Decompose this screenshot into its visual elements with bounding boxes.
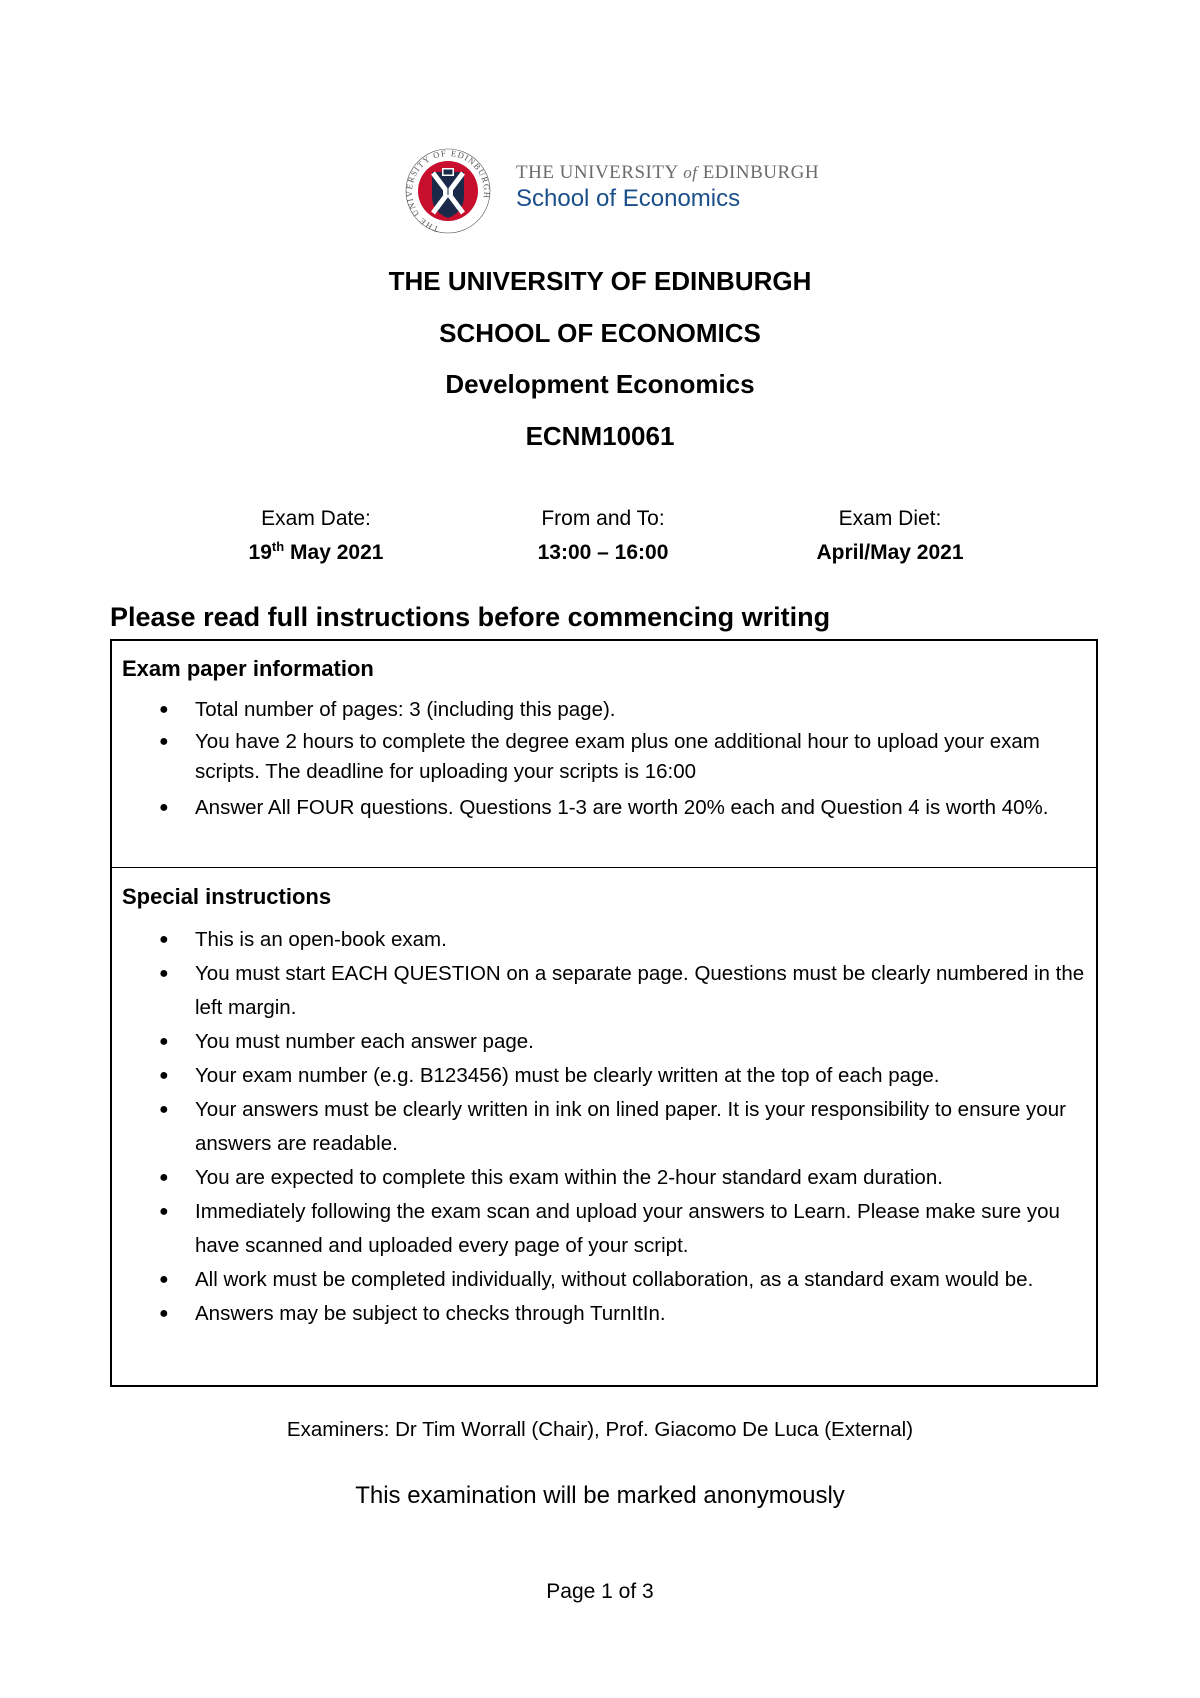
university-logo [398,146,820,236]
bullet-icon: ● [159,1203,169,1220]
exam-date-block [166,502,466,570]
bullet-icon: ● [159,799,169,816]
paper-info-section [112,641,1096,868]
bullet-icon: ● [159,1169,169,1186]
list-item: ● Immediately following the exam scan and upload your answers to Learn. Please make sure you have scanned and uploaded every page of your script. [112,1195,1096,1263]
special-instructions-list [112,923,1096,1331]
exam-time-label: From and To: [541,507,665,530]
bullet-icon: ● [159,1305,169,1322]
list-item: ● You have 2 hours to complete the degree exam plus one additional hour to upload your exam scripts. The deadline for uploading your scripts is 16:00 [112,727,1096,787]
university-title: THE UNIVERSITY OF EDINBURGH [388,266,812,296]
anonymous-marking-note: This examination will be marked anonymously [355,1482,845,1509]
instructions-box [110,639,1098,1387]
list-item: ● This is an open-book exam. [112,923,1096,957]
list-item: ● You are expected to complete this exam within the 2-hour standard exam duration. [112,1161,1096,1195]
logo-school-name: School of Economics [516,185,741,212]
exam-time-block [453,502,753,570]
bullet-icon: ● [159,931,169,948]
exam-diet-label: Exam Diet: [838,507,942,530]
exam-date-value: 19th May 2021 [248,539,384,564]
bullet-icon: ● [159,733,169,750]
list-item: ● All work must be completed individually, without collaboration, as a standard exam would be. [112,1263,1096,1297]
list-item: ● Your answers must be clearly written in ink on lined paper. It is your responsibility to ensure your answers are readable. [112,1093,1096,1161]
list-item: ● You must start EACH QUESTION on a separate page. Questions must be clearly numbered in the left margin. [112,957,1096,1025]
bullet-icon: ● [159,1271,169,1288]
list-item: ● Your exam number (e.g. B123456) must be clearly written at the top of each page. [112,1059,1096,1093]
paper-info-list [112,693,1096,825]
school-title: SCHOOL OF ECONOMICS [439,318,761,348]
special-instructions-section [112,868,1096,1385]
list-item: ● Answers may be subject to checks through TurnItIn. [112,1297,1096,1331]
list-item: ● Total number of pages: 3 (including this page). [112,693,1096,727]
logo-university-name: THE UNIVERSITY of EDINBURGH [516,162,820,183]
list-item: ● Answer All FOUR questions. Questions 1-3 are worth 20% each and Question 4 is worth 40%. [112,791,1096,825]
exam-diet-value: April/May 2021 [816,541,964,564]
page-number: Page 1 of 3 [546,1580,654,1603]
exam-time-value: 13:00 – 16:00 [537,541,669,564]
exam-date-label: Exam Date: [261,507,371,530]
course-title: Development Economics [445,369,755,399]
course-code: ECNM10061 [525,421,675,451]
svg-text:THE UNIVERSITY OF EDINBURGH: THE UNIVERSITY OF EDINBURGH [403,147,493,235]
instructions-heading: Please read full instructions before commencing writing [110,602,831,632]
university-seal-icon [398,146,498,236]
bullet-icon: ● [159,701,169,718]
bullet-icon: ● [159,965,169,982]
bullet-icon: ● [159,1101,169,1118]
paper-info-title: Exam paper information [122,656,374,681]
special-instructions-title: Special instructions [122,884,332,909]
examiners-line: Examiners: Dr Tim Worrall (Chair), Prof. Giacomo De Luca (External) [286,1418,914,1441]
list-item: ● You must number each answer page. [112,1025,1096,1059]
bullet-icon: ● [159,1033,169,1050]
bullet-icon: ● [159,1067,169,1084]
exam-diet-block [740,502,1040,570]
logo-wordmark [516,162,819,214]
